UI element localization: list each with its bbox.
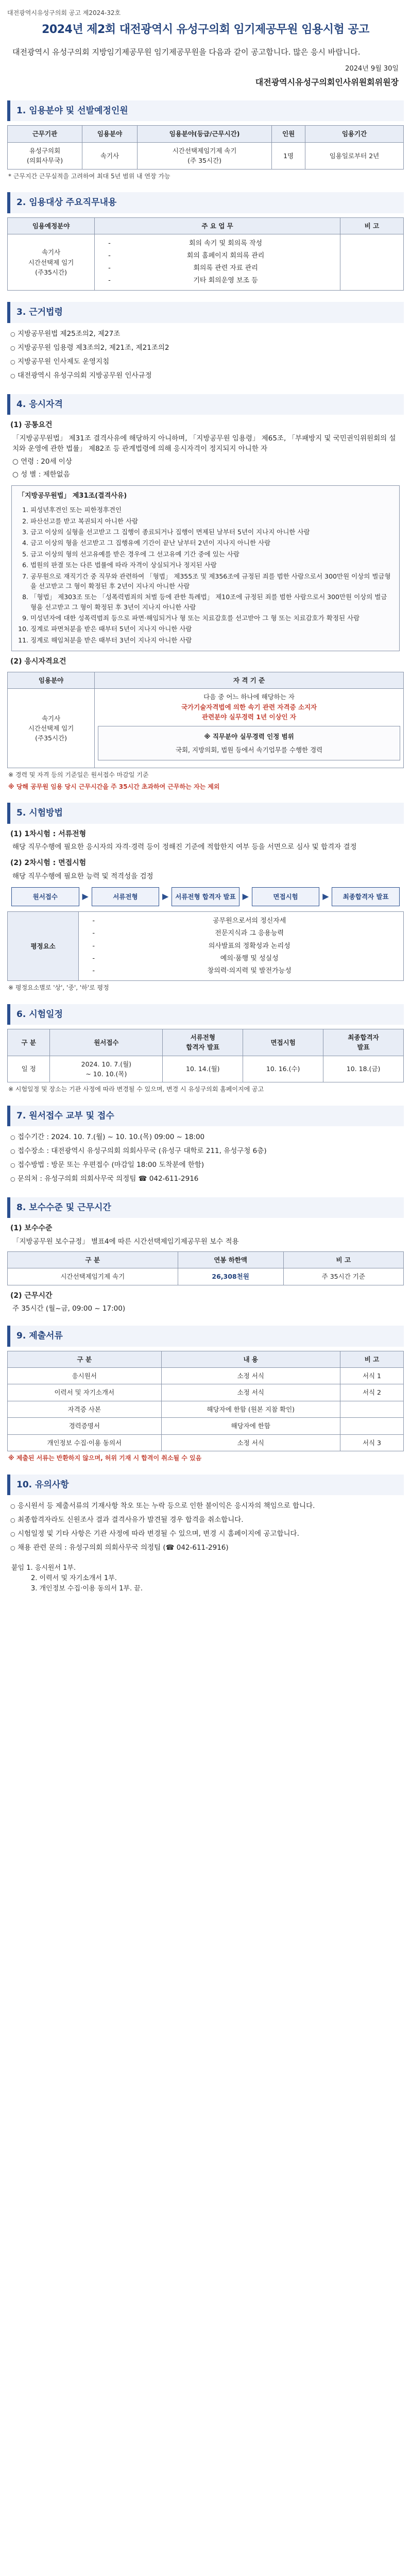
law-item: ○ 지방공무원법 제25조의2, 제27조	[10, 327, 401, 341]
duty-item: - 회의 홈페이지 회의록 관리	[108, 250, 337, 262]
eval-item: - 공무원으로서의 정신자세	[92, 915, 400, 927]
section-title: 7. 원서접수 교부 및 접수	[7, 1106, 404, 1126]
list-item: 4. 금고 이상의 형을 선고받고 그 집행유예 기간이 끝난 날부터 2년이 지나지 아니한 사람	[30, 537, 393, 548]
section-recruitment	[7, 100, 404, 181]
process-step: 원서접수	[11, 887, 79, 906]
arrow-right-icon: ▶	[242, 891, 249, 902]
duties-table	[7, 217, 404, 291]
list-item: 7. 공무원으로 재직기간 중 직무와 관련하여 「형법」 제355조 및 제356조에 규정된 죄를 범한 사람으로서 300만원 이상의 벌금형을 선고받고 그 형이 확정된 후 2년이 지나지 아니한 사람	[30, 571, 393, 592]
eval-item: - 의사발표의 정확성과 논리성	[92, 940, 400, 953]
table-header: 연봉 하한액	[178, 1252, 283, 1268]
table-row	[8, 1418, 404, 1434]
table-cell: 주 35시간 기준	[283, 1268, 403, 1285]
paragraph: 「지방공무원법」 제31조 결격사유에 해당하지 아니하며, 「지방공무원 임용령」 제65조, 「부패방지 및 국민권익위원회의 설치와 운영에 관한 법률」 제82조 등 관계법령에 의해 응시자격이 정지되지 아니한 자	[12, 434, 396, 453]
arrow-right-icon: ▶	[82, 891, 89, 902]
table-header: 구 분	[8, 1252, 178, 1268]
table-cell: 시간선택제임기제 속기	[8, 1268, 178, 1285]
section-eligibility	[7, 394, 404, 792]
exam-process-flow	[11, 887, 400, 906]
eval-item: - 예의·품행 및 성실성	[92, 953, 400, 965]
table-header: 임용분야	[82, 126, 138, 142]
table-header: 구 분	[8, 1351, 162, 1367]
experience-box	[98, 726, 400, 760]
process-step: 면접시험	[252, 887, 320, 906]
section-title: 3. 근거법령	[7, 302, 404, 323]
table-cell: 경력증명서	[8, 1418, 162, 1434]
table-cell: 1명	[272, 142, 305, 169]
table-header: 서류전형 합격자 발표	[163, 1029, 243, 1056]
table-cell: 서식 3	[340, 1434, 403, 1451]
law-item: ○ 지방공무원 임용령 제3조의2, 제21조, 제21조의2	[10, 341, 401, 355]
table-cell: 속기사 시간선택제 임기 (주35시간)	[8, 689, 95, 768]
notice-number: 대전광역시유성구의회 공고 제2024-32호	[7, 9, 121, 16]
table-header: 면접시험	[243, 1029, 323, 1056]
eval-item: - 창의력·의지력 및 발전가능성	[92, 965, 400, 977]
table-header: 임용분야(등급/근무시간)	[137, 126, 271, 142]
note-item: ○ 채용 관련 문의 : 유성구의회 의회사무국 의정팀 (☎ 042-611-2916)	[10, 1541, 401, 1555]
table-row	[8, 689, 404, 768]
table-row	[8, 142, 404, 169]
table-cell: 이력서 및 자기소개서	[8, 1384, 162, 1401]
section-duties	[7, 192, 404, 291]
table-note: ※ 시험일정 및 장소는 기관 사정에 따라 변경될 수 있으며, 변경 시 유성구의회 홈페이지에 공고	[8, 1086, 264, 1093]
duty-item: - 기타 회의운영 보조 등	[108, 275, 337, 287]
section-application	[7, 1106, 404, 1186]
list-item: 9. 미성년자에 대한 성폭력범죄 등으로 파면·해임되거나 형 또는 치료감호를 선고받아 그 형 또는 치료감호가 확정된 사람	[30, 613, 393, 623]
table-cell: 개인정보 수집·이용 동의서	[8, 1434, 162, 1451]
qualification-cell	[95, 689, 404, 768]
sub-heading: (2) 근무시간	[10, 1291, 53, 1300]
table-header: 자 격 기 준	[95, 672, 404, 688]
section-exam-method	[7, 803, 404, 992]
paragraph: 해당 직무수행에 필요한 응시자의 자격·경력 등이 정해진 기준에 적합한지 여부 등을 서면으로 심사 및 합격자 결정	[12, 843, 357, 852]
table-cell: 속기사	[82, 142, 138, 169]
table-cell	[340, 234, 403, 291]
attachment-item: 2. 이력서 및 자기소개서 1부.	[31, 1574, 117, 1582]
table-cell: 해당자에 한함 (원본 지참 확인)	[161, 1401, 340, 1417]
table-cell: 일 정	[8, 1056, 50, 1082]
table-header: 구 분	[8, 1029, 50, 1056]
table-header: 근무기관	[8, 126, 82, 142]
section-title: 6. 시험일정	[7, 1004, 404, 1025]
list-item: 8. 「형법」 제303조 또는 「성폭력범죄의 처벌 등에 관한 특례법」 제10조에 규정된 죄를 범한 사람으로서 300만원 이상의 벌금형을 선고받고 그 형이 확정된 후 3년이 지나지 아니한 사람	[30, 591, 393, 613]
table-cell	[340, 1418, 403, 1434]
pay-table	[7, 1251, 404, 1285]
table-header: 비 고	[283, 1252, 403, 1268]
section-title: 8. 보수수준 및 근무시간	[7, 1197, 404, 1218]
arrow-right-icon: ▶	[322, 891, 329, 902]
table-cell: 소정 서식	[161, 1384, 340, 1401]
section-pay	[7, 1197, 404, 1314]
sub-heading: (1) 1차시험 : 서류전형	[10, 829, 87, 838]
table-header: 임용기간	[305, 126, 404, 142]
documents-table	[7, 1351, 404, 1451]
section-schedule	[7, 1004, 404, 1094]
attachments	[7, 1563, 404, 1594]
process-step: 서류전형	[92, 887, 160, 906]
table-cell: 10. 14.(월)	[163, 1056, 243, 1082]
section-title: 1. 임용분야 및 선발예정인원	[7, 100, 404, 121]
list-item: 6. 법원의 판결 또는 다른 법률에 따라 자격이 상실되거나 정지된 사람	[30, 560, 393, 570]
note-item: ○ 시험일정 및 기타 사항은 기관 사정에 따라 변경될 수 있으며, 변경 시 홈페이지에 공고합니다.	[10, 1527, 401, 1541]
note-item: ○ 응시원서 등 제출서류의 기재사항 착오 또는 누락 등으로 인한 불이익은 응시자의 책임으로 합니다.	[10, 1499, 401, 1513]
table-header: 내 용	[161, 1351, 340, 1367]
table-row	[8, 1401, 404, 1417]
table-header: 원서접수	[50, 1029, 163, 1056]
table-cell: 10. 16.(수)	[243, 1056, 323, 1082]
table-header: 비 고	[340, 1351, 403, 1367]
table-header: 인원	[272, 126, 305, 142]
table-cell: 2024. 10. 7.(월) ~ 10. 10.(목)	[50, 1056, 163, 1082]
list-item: 5. 금고 이상의 형의 선고유예를 받은 경우에 그 선고유예 기간 중에 있는 사람	[30, 549, 393, 560]
section-title: 2. 임용대상 주요직무내용	[7, 192, 404, 213]
box-text: 국회, 지방의회, 법원 등에서 속기업무를 수행한 경력	[175, 745, 323, 754]
notice-date: 2024년 9월 30일	[345, 65, 399, 73]
table-cell: 속기사 시간선택제 임기 (주35시간)	[8, 234, 95, 291]
table-cell: 26,308천원	[178, 1268, 283, 1285]
table-header: 주 요 업 무	[95, 217, 340, 234]
arrow-right-icon: ▶	[162, 891, 169, 902]
process-step: 최종합격자 발표	[332, 887, 400, 906]
application-item: ○ 접수방법 : 방문 또는 우편접수 (마감일 18:00 도착분에 한함)	[10, 1158, 401, 1172]
list-item: 1. 피성년후견인 또는 피한정후견인	[30, 504, 393, 515]
application-item: ○ 접수기간 : 2024. 10. 7.(월) ~ 10. 10.(목) 09:00 ~ 18:00	[10, 1130, 401, 1144]
table-cell: 10. 18.(금)	[323, 1056, 404, 1082]
table-header: 최종합격자 발표	[323, 1029, 404, 1056]
table-cell: 유성구의회 (의회사무국)	[8, 142, 82, 169]
qualification-table	[7, 672, 404, 768]
sub-heading: (2) 2차시험 : 면접시험	[10, 859, 87, 868]
process-step: 서류전형 합격자 발표	[172, 887, 239, 906]
schedule-table	[7, 1029, 404, 1083]
evaluation-cell	[79, 912, 404, 981]
table-header: 평정요소	[8, 912, 79, 981]
attachment-item: 붙임 1. 응시원서 1부.	[11, 1564, 76, 1572]
section-title: 4. 응시자격	[7, 394, 404, 415]
table-note: * 근무지간 근무실적을 고려하여 최대 5년 범위 내 연장 가능	[8, 172, 170, 180]
disqualification-box	[11, 485, 400, 651]
section-title: 10. 유의사항	[7, 1475, 404, 1495]
paragraph: ○ 성 별 : 제한없음	[12, 470, 70, 479]
sub-heading: (2) 응시자격요건	[10, 657, 66, 666]
table-row	[8, 1384, 404, 1401]
sub-heading: (1) 보수수준	[10, 1224, 53, 1233]
list-item: 11. 징계로 해임처분을 받은 때부터 3년이 지나지 아니한 사람	[30, 635, 393, 646]
table-header: 비 고	[340, 217, 403, 234]
sub-heading: (1) 공통요건	[10, 420, 53, 429]
table-cell: 서식 1	[340, 1368, 403, 1384]
table-row	[8, 234, 404, 291]
application-item: ○ 문의처 : 유성구의회 의회사무국 의정팀 ☎ 042-611-2916	[10, 1172, 401, 1186]
table-note: ※ 평정요소별로 '상', '중', '하'로 평정	[8, 984, 109, 991]
paragraph: 주 35시간 (월~금, 09:00 ~ 17:00)	[12, 1304, 126, 1313]
issuing-org: 대전광역시유성구의회인사위원회위원장	[255, 77, 399, 88]
table-cell: 자격증 사본	[8, 1401, 162, 1417]
note-item: ○ 최종합격자라도 신원조사 결과 결격사유가 발견될 경우 합격을 취소합니다.	[10, 1513, 401, 1527]
duties-cell	[95, 234, 340, 291]
table-cell: 소정 서식	[161, 1368, 340, 1384]
box-title: ※ 직무분야 실무경력 인정 범위	[204, 733, 294, 741]
qual-line: 관련분야 실무경력 1년 이상인 자	[202, 713, 297, 721]
table-note: ※ 제출된 서류는 반환하지 않으며, 허위 기재 시 합격이 취소될 수 있음	[8, 1454, 202, 1462]
law-item: ○ 대전광역시 유성구의회 지방공무원 인사규정	[10, 369, 401, 383]
table-cell: 시간선택제임기제 속기 (주 35시간)	[137, 142, 271, 169]
table-row	[8, 1056, 404, 1082]
table-note: ※ 경력 및 자격 등의 기준일은 원서접수 마감일 기준	[8, 771, 149, 779]
paragraph: 「지방공무원 보수규정」 별표4에 따른 시간선택제임기제공무원 보수 적용	[12, 1238, 239, 1246]
page-title: 2024년 제2회 대전광역시 유성구의회 임기제공무원 임용시험 공고	[42, 23, 369, 36]
table-cell	[340, 1401, 403, 1417]
qual-line: 다음 중 어느 하나에 해당하는 자	[203, 693, 295, 701]
list-item: 10. 징계로 파면처분을 받은 때부터 5년이 지나지 아니한 사람	[30, 623, 393, 634]
section-notes	[7, 1475, 404, 1594]
table-row	[8, 1368, 404, 1384]
section-documents	[7, 1326, 404, 1463]
list-item: 2. 파산선고를 받고 복권되지 아니한 사람	[30, 516, 393, 527]
paragraph: ○ 연령 : 20세 이상	[12, 457, 72, 466]
attachment-item: 3. 개인정보 수집·이용 동의서 1부. 끝.	[31, 1584, 143, 1592]
qual-line: 국가기술자격법에 의한 속기 관련 자격증 소지자	[181, 703, 317, 711]
section-legal-basis	[7, 302, 404, 382]
duty-item: - 회의 속기 및 회의록 작성	[108, 238, 337, 250]
section-title: 5. 시험방법	[7, 803, 404, 823]
recruitment-table	[7, 125, 404, 169]
list-item: 3. 금고 이상의 실형을 선고받고 그 집행이 종료되거나 집행이 면제된 날부터 5년이 지나지 아니한 사람	[30, 527, 393, 537]
table-row	[8, 912, 404, 981]
table-cell: 해당자에 한함	[161, 1418, 340, 1434]
application-item: ○ 접수장소 : 대전광역시 유성구의회 의회사무국 (유성구 대학로 211, 유성구청 6층)	[10, 1144, 401, 1158]
table-row	[8, 1268, 404, 1285]
table-row	[8, 1434, 404, 1451]
paragraph: 해당 직무수행에 필요한 능력 및 적격성을 검정	[12, 872, 153, 880]
table-cell: 서식 2	[340, 1384, 403, 1401]
evaluation-table	[7, 911, 404, 981]
table-cell: 소정 서식	[161, 1434, 340, 1451]
eval-item: - 전문지식과 그 응용능력	[92, 927, 400, 940]
table-header: 임용분야	[8, 672, 95, 688]
intro-text: 대전광역시 유성구의회 지방임기제공무원 임기제공무원을 다음과 같이 공고합니다. 많은 응시 바랍니다.	[12, 47, 361, 57]
table-note: ※ 당해 공무원 임용 당시 근무시간을 주 35시간 초과하여 근무하는 자는 제외	[8, 783, 220, 790]
table-header: 임용예정분야	[8, 217, 95, 234]
table-cell: 임용일로부터 2년	[305, 142, 404, 169]
law-item: ○ 지방공무원 인사제도 운영지침	[10, 355, 401, 369]
table-cell: 응시원서	[8, 1368, 162, 1384]
box-title: 「지방공무원법」 제31조(결격사유)	[18, 492, 127, 500]
duty-item: - 회의록 관련 자료 관리	[108, 262, 337, 275]
section-title: 9. 제출서류	[7, 1326, 404, 1346]
